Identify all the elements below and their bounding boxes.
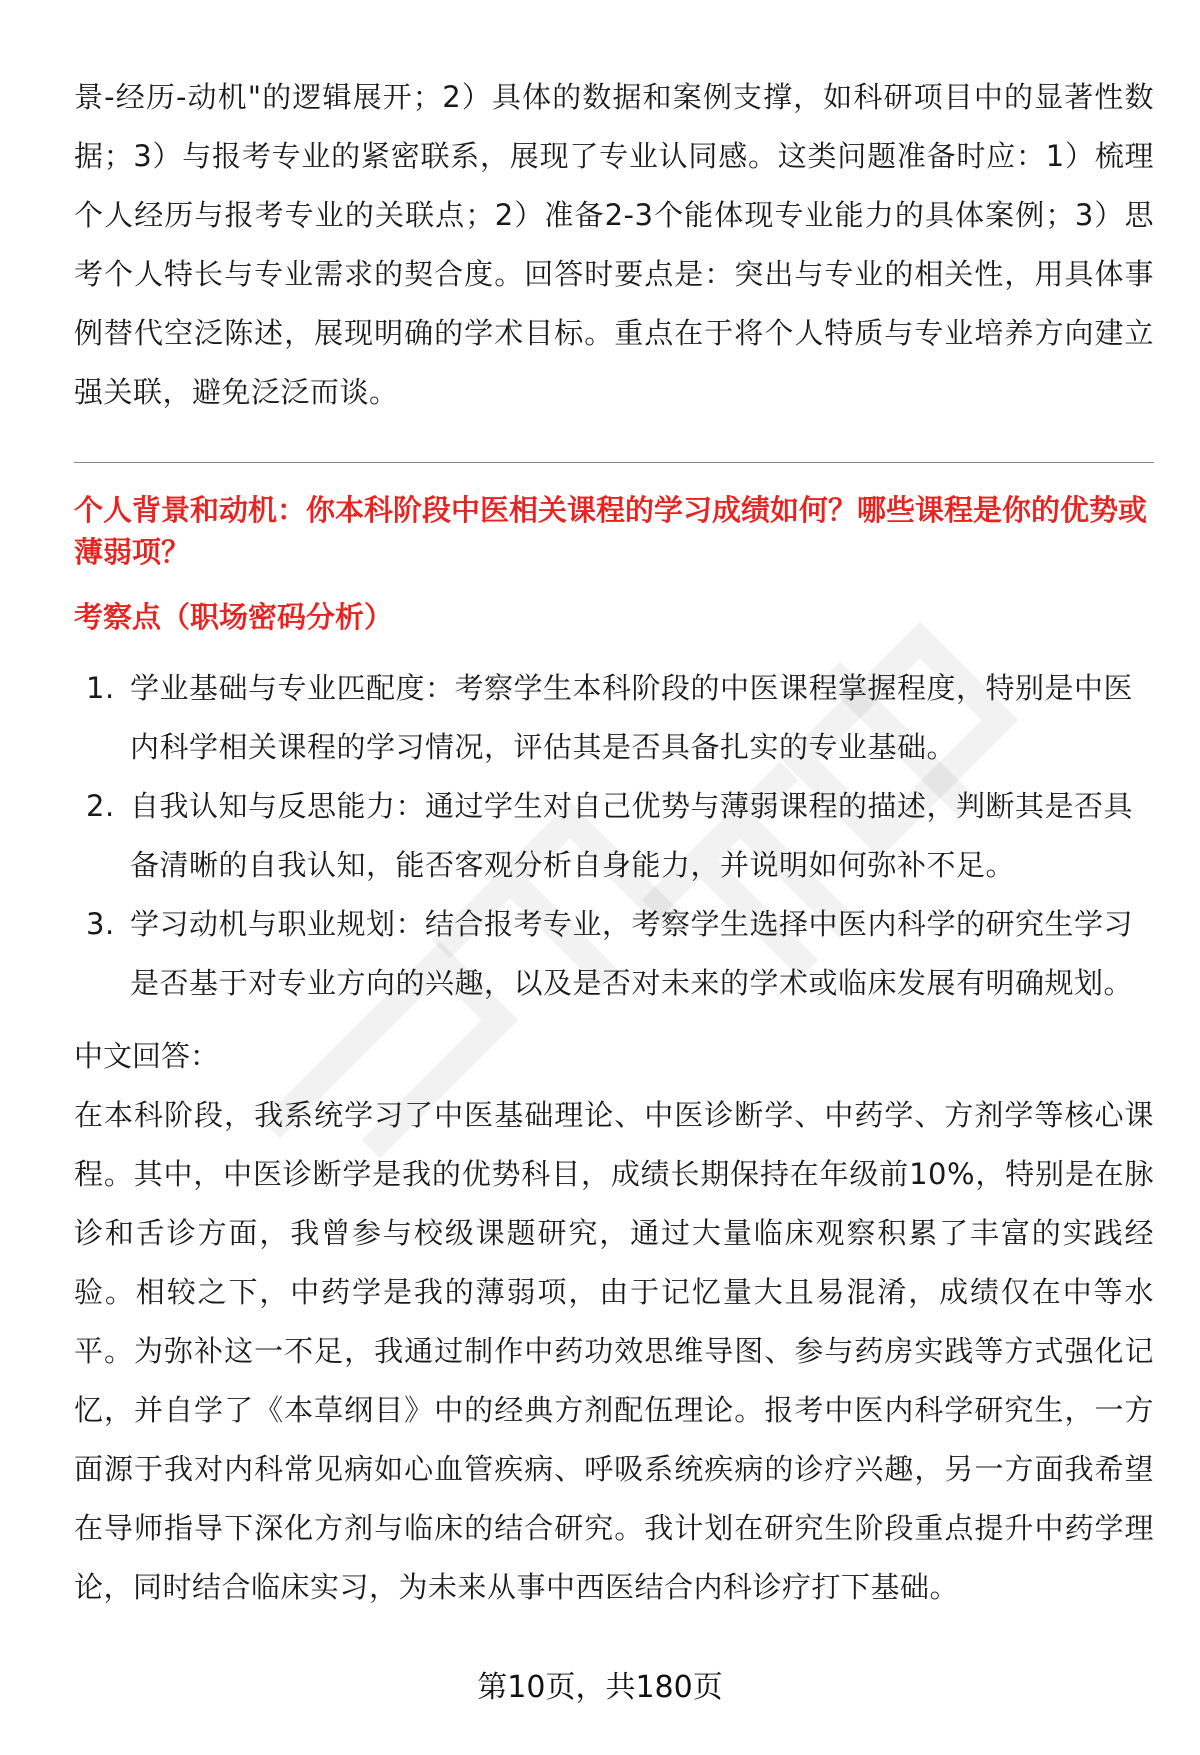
assessment-points-list — [74, 659, 1154, 1013]
page-number: 第10页，共180页 — [477, 1670, 723, 1705]
list-item-number: 1. — [86, 671, 115, 705]
continuation-paragraph: 景-经历-动机"的逻辑展开；2）具体的数据和案例支撑，如科研项目中的显著性数据；3）与报考专业的紧密联系，展现了专业认同感。这类问题准备时应：1）梳理个人经历与报考专业的关联点；2）准备2-3个能体现专业能力的具体案例；3）思考个人特长与专业需求的契合度。回答时要点是：突出与专业的相关性，用具体事例替代空泛陈述，展现明确的学术目标。重点在于将个人特质与专业培养方向建立强关联，避免泛泛而谈。 — [74, 80, 1154, 409]
list-item-number: 3. — [86, 907, 115, 941]
list-item-number: 2. — [86, 789, 115, 823]
list-item — [74, 895, 1154, 1013]
list-item-text: 学习动机与职业规划：结合报考专业，考察学生选择中医内科学的研究生学习是否基于对专业方向的兴趣，以及是否对未来的学术或临床发展有明确规划。 — [130, 907, 1134, 1000]
list-item — [74, 659, 1154, 777]
section-divider — [74, 462, 1154, 463]
list-item-text: 学业基础与专业匹配度：考察学生本科阶段的中医课程掌握程度，特别是中医内科学相关课程的学习情况，评估其是否具备扎实的专业基础。 — [130, 671, 1134, 764]
list-item-text: 自我认知与反思能力：通过学生对自己优势与薄弱课程的描述，判断其是否具备清晰的自我认知，能否客观分析自身能力，并说明如何弥补不足。 — [130, 789, 1134, 882]
answer-paragraph: 在本科阶段，我系统学习了中医基础理论、中医诊断学、中药学、方剂学等核心课程。其中，中医诊断学是我的优势科目，成绩长期保持在年级前10%，特别是在脉诊和舌诊方面，我曾参与校级课题研究，通过大量临床观察积累了丰富的实践经验。相较之下，中药学是我的薄弱项，由于记忆量大且易混淆，成绩仅在中等水平。为弥补这一不足，我通过制作中药功效思维导图、参与药房实践等方式强化记忆，并自学了《本草纲目》中的经典方剂配伍理论。报考中医内科学研究生，一方面源于我对内科常见病如心血管疾病、呼吸系统疾病的诊疗兴趣，另一方面我希望在导师指导下深化方剂与临床的结合研究。我计划在研究生阶段重点提升中药学理论，同时结合临床实习，为未来从事中西医结合内科诊疗打下基础。 — [74, 1098, 1154, 1604]
assessment-heading: 考察点（职场密码分析） — [74, 600, 394, 634]
question-heading: 个人背景和动机：你本科阶段中医相关课程的学习成绩如何？哪些课程是你的优势或薄弱项？ — [74, 493, 1148, 569]
page-content — [74, 68, 1154, 1617]
list-item — [74, 777, 1154, 895]
answer-label: 中文回答： — [74, 1039, 220, 1073]
